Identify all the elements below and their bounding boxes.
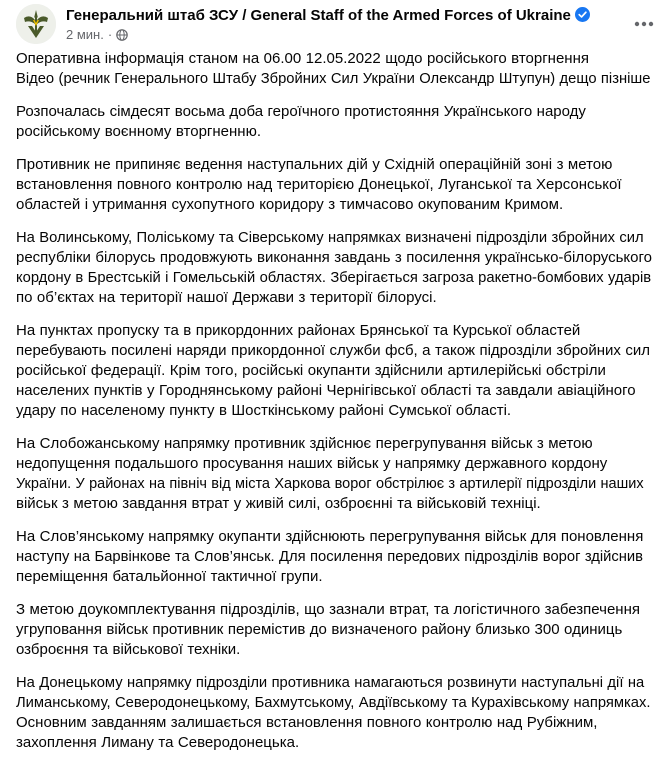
paragraph-line: України. У районах на північ від міста Харкова ворог обстрілює з артилерії підрозділи наших bbox=[16, 476, 644, 492]
emblem-icon[interactable] bbox=[16, 4, 56, 44]
paragraph-line: по об’єктах на території нашої Держави з території білорусі. bbox=[16, 289, 437, 306]
more-options-icon[interactable] bbox=[632, 12, 656, 36]
post-time[interactable]: 2 мин. bbox=[66, 27, 104, 42]
paragraph-line: Оперативна інформація станом на 06.00 12.05.2022 щодо російського вторгнення bbox=[16, 50, 589, 67]
meta-separator: · bbox=[107, 27, 113, 42]
paragraph-line: переміщення батальйонної тактичної групи. bbox=[16, 568, 323, 585]
globe-icon[interactable] bbox=[116, 29, 128, 41]
paragraph-line: Відео (речник Генерального Штабу Збройних Сил України Олександр Штупун) дещо пізніше bbox=[16, 71, 651, 87]
paragraph-line: З метою доукомплектування підрозділів, що зазнали втрат, та логістичного забезпечення bbox=[16, 601, 640, 618]
paragraph-line: кордону в Брестській і Гомельській областях. Зберігається загроза ракетно-бомбових ударів bbox=[16, 270, 652, 286]
paragraph-line: На Слов’янському напрямку окупанти здійснюють перегрупування військ для поновлення bbox=[16, 528, 644, 545]
paragraph-line: областей і утримання сухопутного коридору з тимчасово окупованим Кримом. bbox=[16, 196, 564, 213]
post-paragraph bbox=[16, 49, 652, 89]
post-paragraph bbox=[16, 102, 652, 142]
post-meta bbox=[66, 27, 128, 42]
paragraph-line: військ з метою завдання втрат у живій силі, озброєнні та військовій техніці. bbox=[16, 495, 541, 512]
paragraph-line: удару по населеному пункту в Шосткінському районі Сумської області. bbox=[16, 402, 512, 419]
post-header bbox=[16, 4, 656, 44]
paragraph-line: недопущення подальшого просування наших військ у напрямку державного кордону bbox=[16, 455, 608, 472]
paragraph-line: угруповання військ противник перемістив до визначеного району близько 300 одиниць bbox=[16, 621, 623, 638]
paragraph-line: Основним завданням залишається встановлення повного контролю над Рубіжним, bbox=[16, 714, 598, 731]
paragraph-line: російської федерації. Крім того, російські окупанти здійснили артилерійські обстріли bbox=[16, 362, 606, 379]
paragraph-line: озброєння та військової техніки. bbox=[16, 641, 241, 658]
paragraph-line: встановлення повного контролю над територією Донецької, Луганської та Херсонської bbox=[16, 176, 622, 193]
paragraph-line: республіки білорусь продовжують виконання завдань з посилення українсько-білоруського bbox=[16, 249, 652, 266]
paragraph-line: Противник не припиняє ведення наступальних дій у Східній операційній зоні з метою bbox=[16, 156, 613, 173]
post-paragraph bbox=[16, 527, 652, 587]
paragraph-line: Лиманському, Северодонецькому, Бахмутському, Авдіївському та Курахівському напрямках. bbox=[16, 695, 651, 711]
paragraph-line: російському воєнному вторгненню. bbox=[16, 123, 261, 140]
post-paragraph bbox=[16, 321, 652, 421]
post-paragraph bbox=[16, 434, 652, 514]
paragraph-line: На пунктах пропуску та в прикордонних районах Брянської та Курської областей bbox=[16, 322, 581, 339]
paragraph-line: Розпочалась сімдесят восьма доба героїчного протистояння Українського народу bbox=[16, 103, 586, 120]
post-text bbox=[16, 49, 652, 766]
paragraph-line: захоплення Лиману та Северодонецька. bbox=[16, 734, 300, 751]
paragraph-line: На Слобожанському напрямку противник здійснює перегрупування військ з метою bbox=[16, 435, 593, 452]
author-name-link[interactable] bbox=[66, 7, 590, 24]
paragraph-line: перебувають посилені наряди прикордонної служби фсб, а також підрозділи збройних сил bbox=[16, 342, 651, 359]
paragraph-line: На Волинському, Поліському та Сіверському напрямках визначені підрозділи збройних сил bbox=[16, 230, 644, 246]
author-name: Генеральний штаб ЗСУ / General Staff of the Armed Forces of Ukraine bbox=[66, 7, 571, 24]
post-paragraph bbox=[16, 155, 652, 215]
paragraph-line: населених пунктів у Городнянському районі Чернігівської області та завдали авіаційного bbox=[16, 382, 636, 399]
post-paragraph bbox=[16, 673, 652, 753]
paragraph-line: На Донецькому напрямку підрозділи противника намагаються розвинути наступальні дії на bbox=[16, 675, 645, 691]
paragraph-line: наступу на Барвінкове та Слов’янськ. Для посилення передових підрозділів ворог здійснив bbox=[16, 549, 644, 565]
post-paragraph bbox=[16, 600, 652, 660]
verified-badge-icon bbox=[575, 7, 590, 22]
post-paragraph bbox=[16, 228, 652, 308]
